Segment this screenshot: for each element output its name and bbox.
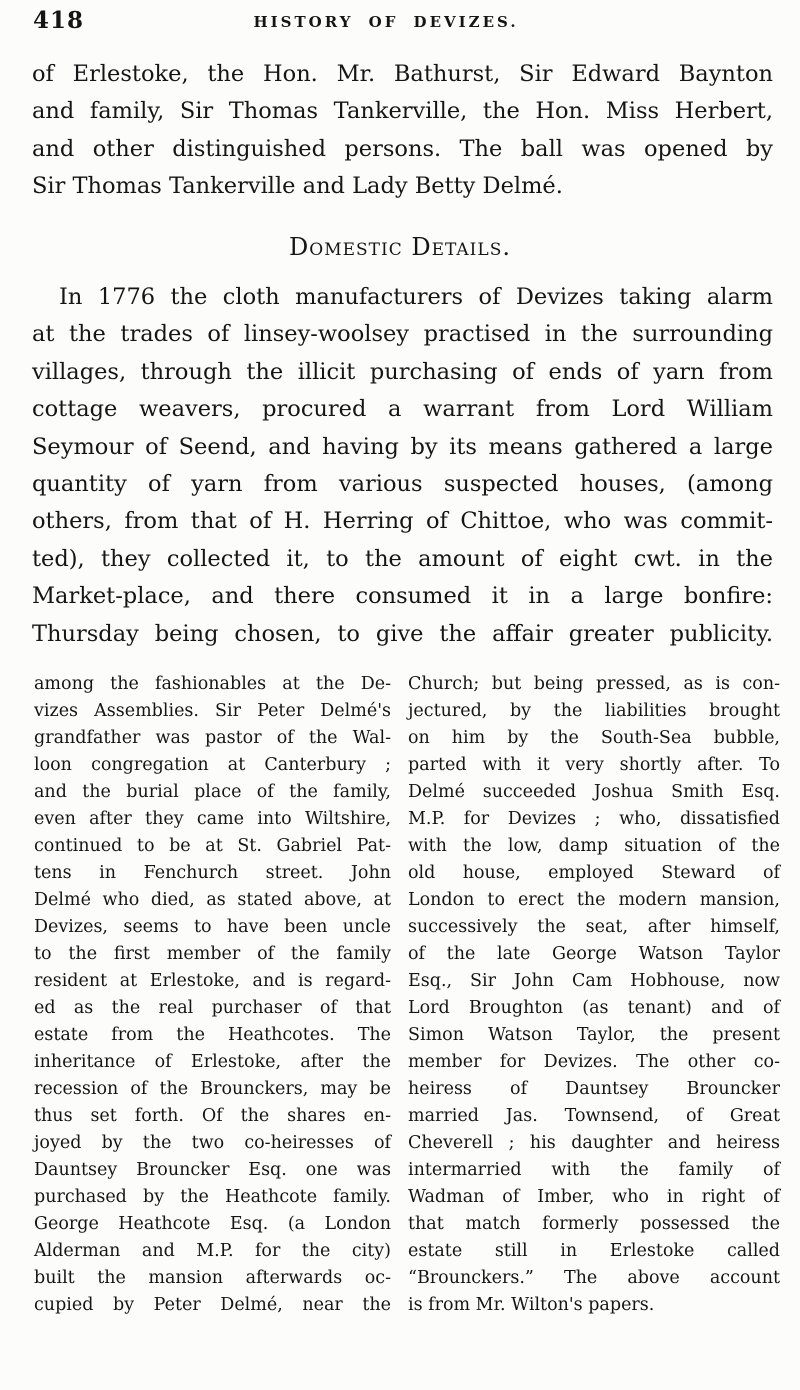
footnote-section: [34, 671, 780, 1319]
text-line: heiress of Dauntsey Brouncker: [408, 1079, 780, 1099]
text-line: vizes Assemblies. Sir Peter Delmé's: [34, 701, 391, 721]
opening-paragraph: [32, 56, 773, 206]
text-line: Delmé who died, as stated above, at: [34, 890, 391, 910]
text-line: cupied by Peter Delmé, near the: [34, 1295, 391, 1315]
text-line: of the late George Watson Taylor: [408, 944, 780, 964]
text-line: loon congregation at Canterbury ;: [34, 755, 391, 775]
section-heading: Domestic Details.: [289, 233, 511, 261]
text-line: continued to be at St. Gabriel Pat-: [34, 836, 391, 856]
text-line: estate from the Heathcotes. The: [34, 1025, 391, 1045]
text-line: ted), they collected it, to the amount of eight cwt. in the: [32, 545, 773, 572]
text-line: joyed by the two co-heiresses of: [34, 1133, 391, 1153]
text-line: George Heathcote Esq. (a London: [34, 1214, 391, 1234]
text-line: even after they came into Wiltshire,: [34, 809, 391, 829]
text-line: Alderman and M.P. for the city): [34, 1241, 391, 1261]
page-number: 418: [33, 7, 85, 34]
text-line: Simon Watson Taylor, the present: [408, 1025, 780, 1045]
text-line: resident at Erlestoke, and is regard-: [34, 971, 391, 991]
text-line: jectured, by the liabilities brought: [408, 701, 780, 721]
text-line: Church; but being pressed, as is con-: [408, 674, 780, 694]
text-line: Cheverell ; his daughter and heiress: [408, 1133, 780, 1153]
text-line: inheritance of Erlestoke, after the: [34, 1052, 391, 1072]
text-line: In 1776 the cloth manufacturers of Devizes taking alarm: [59, 284, 773, 310]
text-line: member for Devizes. The other co-: [408, 1052, 780, 1072]
text-line: grandfather was pastor of the Wal-: [34, 728, 391, 748]
text-line: and other distinguished persons. The ball was opened by: [32, 135, 773, 162]
text-line: successively the seat, after himself,: [408, 917, 780, 937]
text-line: Sir Thomas Tankerville and Lady Betty Delmé.: [32, 173, 563, 200]
text-line: Dauntsey Brouncker Esq. one was: [34, 1160, 391, 1180]
text-line: Market-place, and there consumed it in a large bonfire:: [32, 583, 773, 610]
text-line: Wadman of Imber, who in right of: [408, 1187, 780, 1207]
text-line: quantity of yarn from various suspected houses, (among: [32, 471, 773, 498]
text-line: built the mansion afterwards oc-: [34, 1268, 391, 1288]
text-line: ed as the real purchaser of that: [34, 998, 391, 1018]
text-line: at the trades of linsey-woolsey practised in the surrounding: [32, 321, 773, 348]
text-line: M.P. for Devizes ; who, dissatisfied: [408, 809, 780, 829]
running-title: HISTORY OF DEVIZES.: [253, 13, 519, 31]
text-line: is from Mr. Wilton's papers.: [408, 1295, 655, 1315]
text-line: among the fashionables at the De-: [34, 674, 391, 694]
text-line: others, from that of H. Herring of Chittoe, who was commit-: [32, 508, 773, 535]
text-line: recession of the Brounckers, may be: [34, 1079, 391, 1099]
text-line: and family, Sir Thomas Tankerville, the Hon. Miss Herbert,: [32, 98, 773, 125]
text-line: with the low, damp situation of the: [408, 836, 780, 856]
domestic-details-paragraph: [32, 279, 773, 653]
text-line: Thursday being chosen, to give the affair greater publicity.: [32, 620, 773, 647]
text-line: old house, employed Steward of: [408, 863, 780, 883]
text-line: on him by the South-Sea bubble,: [408, 728, 780, 748]
footnote-right-column: [408, 671, 780, 1319]
text-line: tens in Fenchurch street. John: [34, 863, 391, 883]
text-line: Delmé succeeded Joshua Smith Esq.: [408, 782, 780, 802]
text-line: villages, through the illicit purchasing of ends of yarn from: [32, 358, 773, 385]
text-line: Esq., Sir John Cam Hobhouse, now: [408, 971, 780, 991]
text-line: London to erect the modern mansion,: [408, 890, 780, 910]
text-line: thus set forth. Of the shares en-: [34, 1106, 391, 1126]
text-line: Lord Broughton (as tenant) and of: [408, 998, 780, 1018]
text-line: estate still in Erlestoke called: [408, 1241, 780, 1261]
text-line: Devizes, seems to have been uncle: [34, 917, 391, 937]
text-line: that match formerly possessed the: [408, 1214, 780, 1234]
text-line: parted with it very shortly after. To: [408, 755, 780, 775]
text-line: “Brounckers.” The above account: [408, 1268, 780, 1288]
text-line: cottage weavers, procured a warrant from Lord William: [32, 396, 773, 423]
text-line: to the first member of the family: [34, 944, 391, 964]
text-line: of Erlestoke, the Hon. Mr. Bathurst, Sir Edward Baynton: [32, 61, 773, 87]
text-line: intermarried with the family of: [408, 1160, 780, 1180]
footnote-left-column: [34, 671, 391, 1319]
text-line: purchased by the Heathcote family.: [34, 1187, 391, 1207]
text-line: Seymour of Seend, and having by its means gathered a large: [32, 433, 773, 460]
text-line: married Jas. Townsend, of Great: [408, 1106, 780, 1126]
text-line: and the burial place of the family,: [34, 782, 391, 802]
